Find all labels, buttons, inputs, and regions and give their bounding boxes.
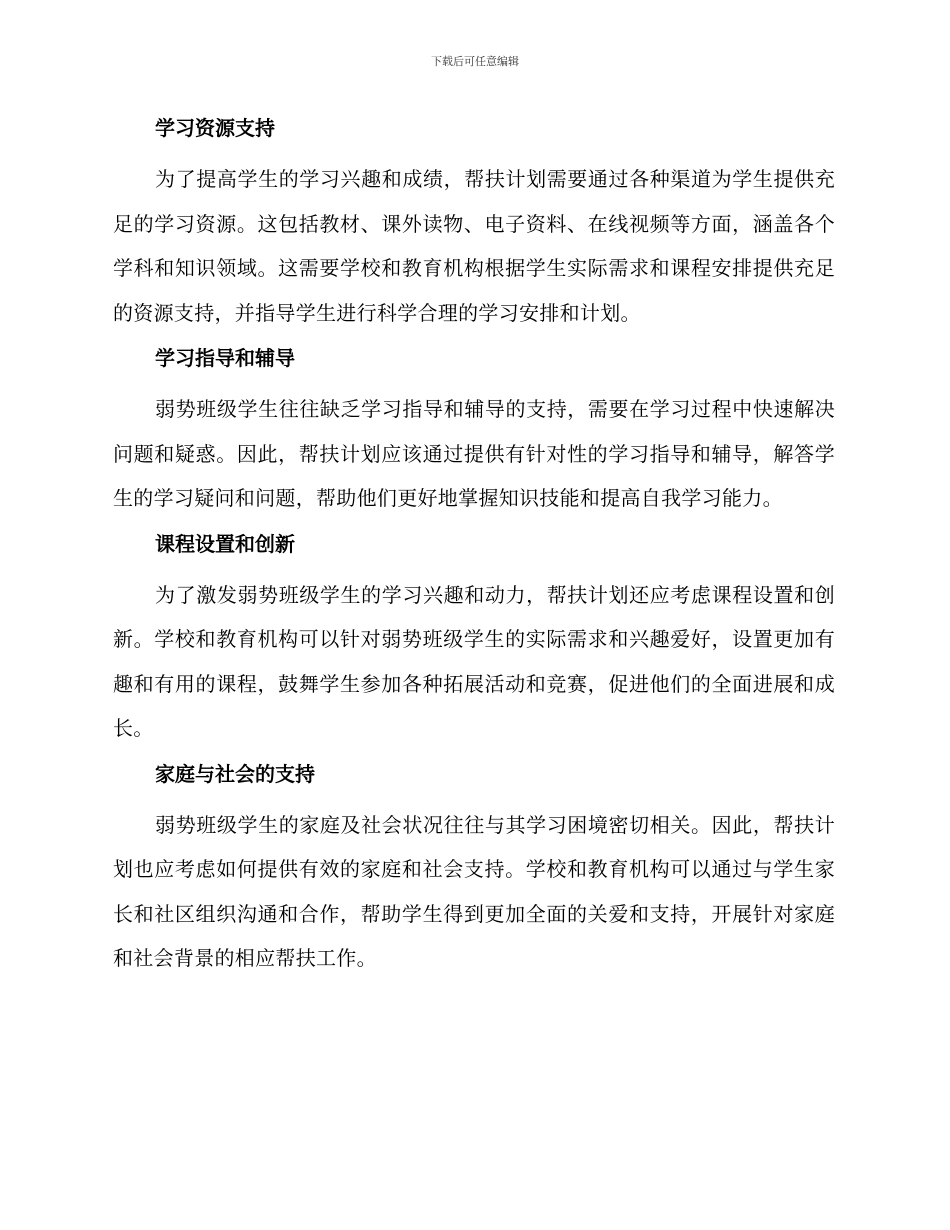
section-learning-resources — [113, 108, 835, 335]
section-paragraph: 为了提高学生的学习兴趣和成绩，帮扶计划需要通过各种渠道为学生提供充足的学习资源。这包括教材、课外读物、电子资料、在线视频等方面，涵盖各个学科和知识领域。这需要学校和教育机构根据学生实际需求和课程安排提供充足的资源支持，并指导学生进行科学合理的学习安排和计划。 — [113, 167, 835, 325]
page-header-note: 下载后可任意编辑 — [431, 55, 519, 68]
section-curriculum-innovation — [113, 524, 835, 751]
section-learning-guidance — [113, 338, 835, 521]
section-heading: 学习资源支持 — [155, 116, 275, 140]
section-paragraph: 弱势班级学生往往缺乏学习指导和辅导的支持，需要在学习过程中快速解决问题和疑惑。因此，帮扶计划应该通过提供有针对性的学习指导和辅导，解答学生的学习疑问和问题，帮助他们更好地掌握知识技能和提高自我学习能力。 — [113, 397, 835, 510]
document-body — [113, 108, 835, 984]
section-paragraph: 弱势班级学生的家庭及社会状况往往与其学习困境密切相关。因此，帮扶计划也应考虑如何提供有效的家庭和社会支持。学校和教育机构可以通过与学生家长和社区组织沟通和合作，帮助学生得到更加全面的关爱和支持，开展针对家庭和社会背景的相应帮扶工作。 — [113, 812, 835, 970]
section-paragraph: 为了激发弱势班级学生的学习兴趣和动力，帮扶计划还应考虑课程设置和创新。学校和教育机构可以针对弱势班级学生的实际需求和兴趣爱好，设置更加有趣和有用的课程，鼓舞学生参加各种拓展活动和竞赛，促进他们的全面进展和成长。 — [113, 582, 835, 740]
section-heading: 学习指导和辅导 — [155, 346, 295, 370]
section-heading: 家庭与社会的支持 — [155, 761, 315, 786]
section-heading: 课程设置和创新 — [155, 531, 295, 556]
section-family-society-support — [113, 754, 835, 981]
